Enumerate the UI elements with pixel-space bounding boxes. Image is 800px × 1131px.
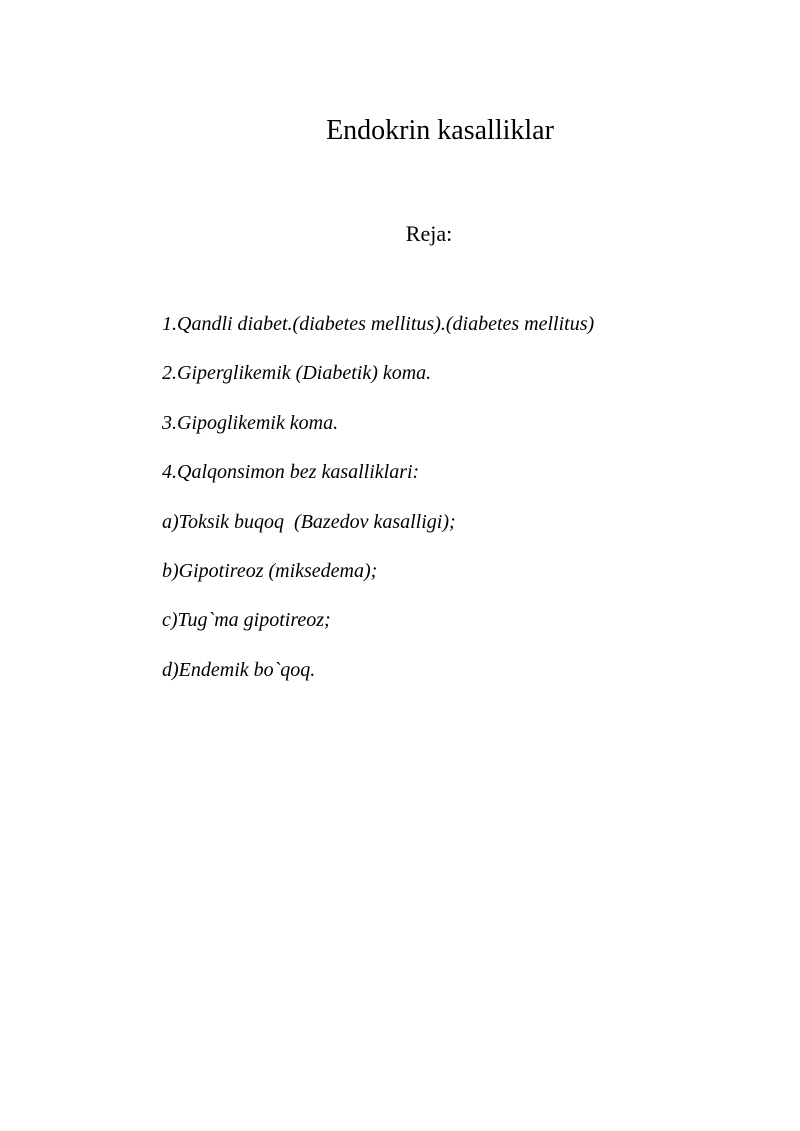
plan-item-2: 2.Giperglikemik (Diabetik) koma. xyxy=(162,362,432,385)
plan-item-4c: c)Tug`ma gipotireoz; xyxy=(162,609,331,632)
plan-heading: Reja: xyxy=(405,221,453,246)
plan-item-4a: a)Toksik buqoq (Bazedov kasalligi); xyxy=(162,510,456,533)
plan-item-4d: d)Endemik bo`qoq. xyxy=(162,658,316,681)
plan-item-4b: b)Gipotireoz (miksedema); xyxy=(162,559,378,582)
plan-item-1: 1.Qandli diabet.(diabetes mellitus).(diabetes mellitus) xyxy=(162,313,595,335)
plan-item-4: 4.Qalqonsimon bez kasalliklari: xyxy=(162,461,420,484)
document-title: Endokrin kasalliklar xyxy=(326,115,554,146)
plan-list xyxy=(162,309,594,704)
plan-item-3: 3.Gipoglikemik koma. xyxy=(162,411,339,434)
